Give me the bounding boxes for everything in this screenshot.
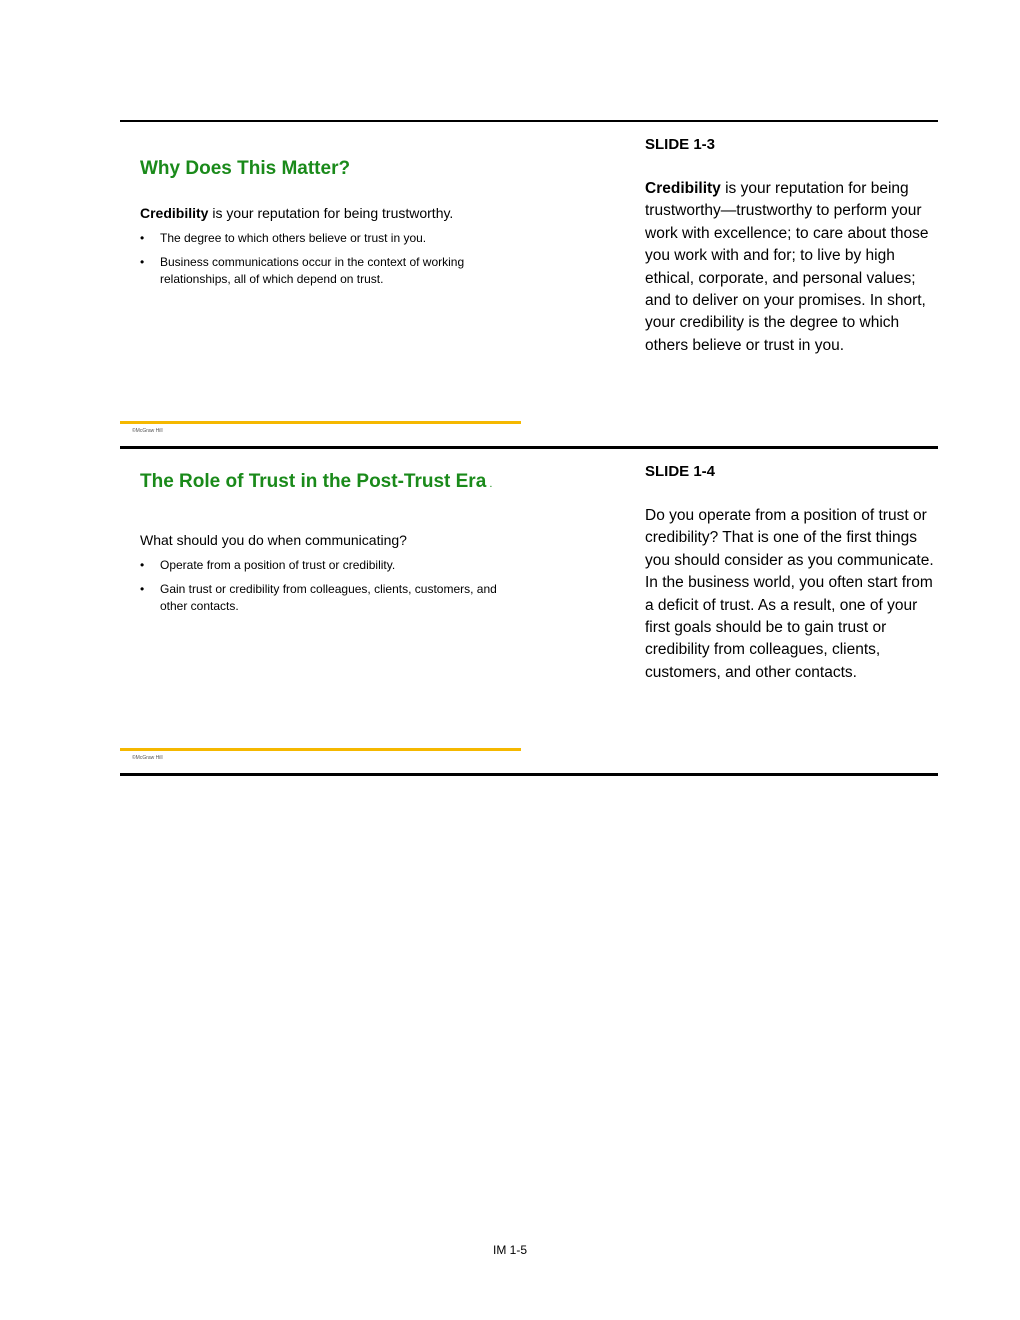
- slide-title: Why Does This Matter?: [140, 158, 351, 179]
- slide-footer-line: [120, 421, 521, 424]
- bottom-rule: [120, 773, 938, 776]
- note-bold-term: Credibility: [645, 180, 721, 197]
- slide-copyright: ©McGraw Hill: [132, 428, 163, 434]
- slide-title-suffix: .: [486, 478, 493, 490]
- slide-bullet-list: [140, 557, 520, 622]
- slide-copyright: ©McGraw Hill: [132, 755, 163, 761]
- slide-title-text: The Role of Trust in the Post-Trust Era: [140, 471, 487, 492]
- slide-lead-bold: Credibility: [140, 205, 209, 221]
- slide-bullet: • Operate from a position of trust or credibility.: [140, 557, 520, 574]
- slide-block-1-3: [120, 122, 938, 446]
- slide-footer-line: [120, 748, 521, 751]
- slide-bullet: • The degree to which others believe or trust in you.: [140, 230, 520, 247]
- speaker-note: [645, 461, 940, 684]
- slide-block-1-4: [120, 449, 938, 773]
- slide-thumbnail: [120, 122, 522, 446]
- slide-bullet: • Business communications occur in the context of working relationships, all of which depend on trust.: [140, 254, 520, 288]
- slide-lead-text: is your reputation for being trustworthy.: [208, 205, 454, 221]
- note-text: is your reputation for being trustworthy—trustworthy to perform your work with excellence; to care about those you work with and for; to live by high ethical, corporate, and personal values; and to deliver on your promises. In short, your credibility is the degree to which others believe or trust in you.: [645, 180, 929, 354]
- note-body: [645, 178, 940, 357]
- page-number: IM 1-5: [492, 1243, 527, 1257]
- speaker-note: [645, 134, 940, 357]
- note-heading: SLIDE 1-4: [645, 463, 716, 480]
- slide-thumbnail: [120, 449, 522, 773]
- slide-bullet-list: [140, 230, 520, 295]
- slide-bullet: • Gain trust or credibility from colleagues, clients, customers, and other contacts.: [140, 581, 520, 615]
- note-body: Do you operate from a position of trust or credibility? That is one of the first things you should consider as you communicate. In the business world, you often start from a deficit of trust. As a result, one of your first goals should be to gain trust or credibility from colleagues, clients, customers, and other contacts.: [645, 507, 934, 681]
- slide-lead: [140, 204, 520, 222]
- slide-lead: What should you do when communicating?: [140, 532, 407, 548]
- slide-title: [140, 469, 500, 497]
- note-heading: SLIDE 1-3: [645, 136, 716, 153]
